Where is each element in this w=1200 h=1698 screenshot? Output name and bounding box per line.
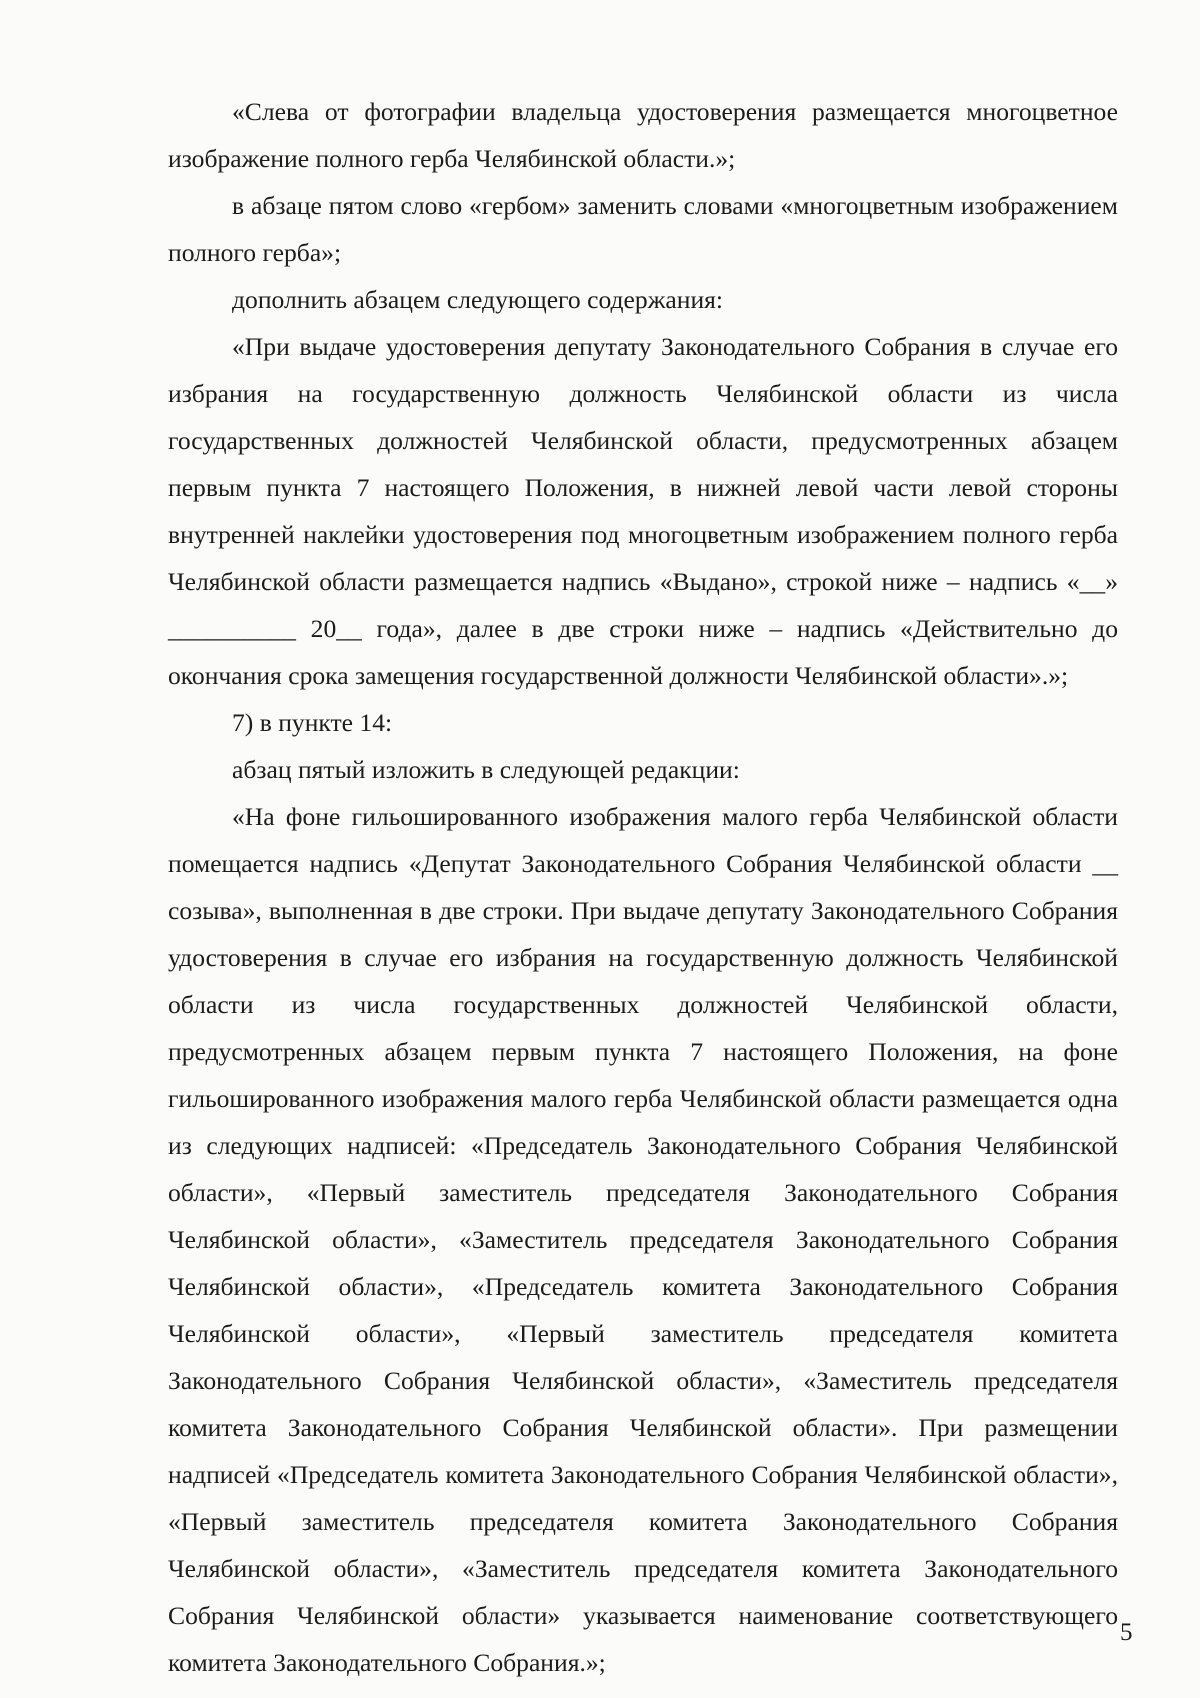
paragraph-amendment-fifth-para: в абзаце пятом слово «гербом» заменить словами «многоцветным изображением полного герба»; (168, 191, 1118, 267)
page-number: 5 (1120, 1619, 1133, 1646)
paragraph-coat-of-arms-placement: «Слева от фотографии владельца удостоверения размещается многоцветное изображение полного герба Челябинской области.»; (168, 97, 1118, 173)
paragraph-new-wording: абзац пятый изложить в следующей редакции: (232, 755, 740, 784)
paragraph-item-7: 7) в пункте 14: (232, 708, 393, 737)
paragraph-issuance-rules: «При выдаче удостоверения депутату Законодательного Собрания в случае его избрания на государственную должность Челябинской области из числа государственных должностей Челябинской области, предусмотренных абзацем первым пункта 7 настоящего Положения, в нижней левой части левой стороны внутренней наклейки удостоверения под многоцветным изображением полного герба Челябинской области размещается надпись «Выдано», строкой ниже – надпись «__» __________ 20__ года», далее в две строки ниже – надпись «Действительно до окончания срока замещения государственной должности Челябинской области».»; (168, 332, 1118, 690)
paragraph-add-new-para: дополнить абзацем следующего содержания: (232, 285, 724, 314)
document-body (168, 88, 1118, 1686)
paragraph-inscription-rules: «На фоне гильошированного изображения малого герба Челябинской области помещается надпись «Депутат Законодательного Собрания Челябинской области __ созыва», выполненная в две строки. При выдаче депутату Законодательного Собрания удостоверения в случае его избрания на государственную должность Челябинской области из числа государственных должностей Челябинской области, предусмотренных абзацем первым пункта 7 настоящего Положения, на фоне гильошированного изображения малого герба Челябинской области размещается одна из следующих надписей: «Председатель Законодательного Собрания Челябинской области», «Первый заместитель председателя Законодательного Собрания Челябинской области», «Заместитель председателя Законодательного Собрания Челябинской области», «Председатель комитета Законодательного Собрания Челябинской области», «Первый заместитель председателя комитета Законодательного Собрания Челябинской области», «Заместитель председателя комитета Законодательного Собрания Челябинской области». При размещении надписей «Председатель комитета Законодательного Собрания Челябинской области», «Первый заместитель председателя комитета Законодательного Собрания Челябинской области», «Заместитель председателя комитета Законодательного Собрания Челябинской области» указывается наименование соответствующего комитета Законодательного Собрания.»; (168, 802, 1118, 1677)
